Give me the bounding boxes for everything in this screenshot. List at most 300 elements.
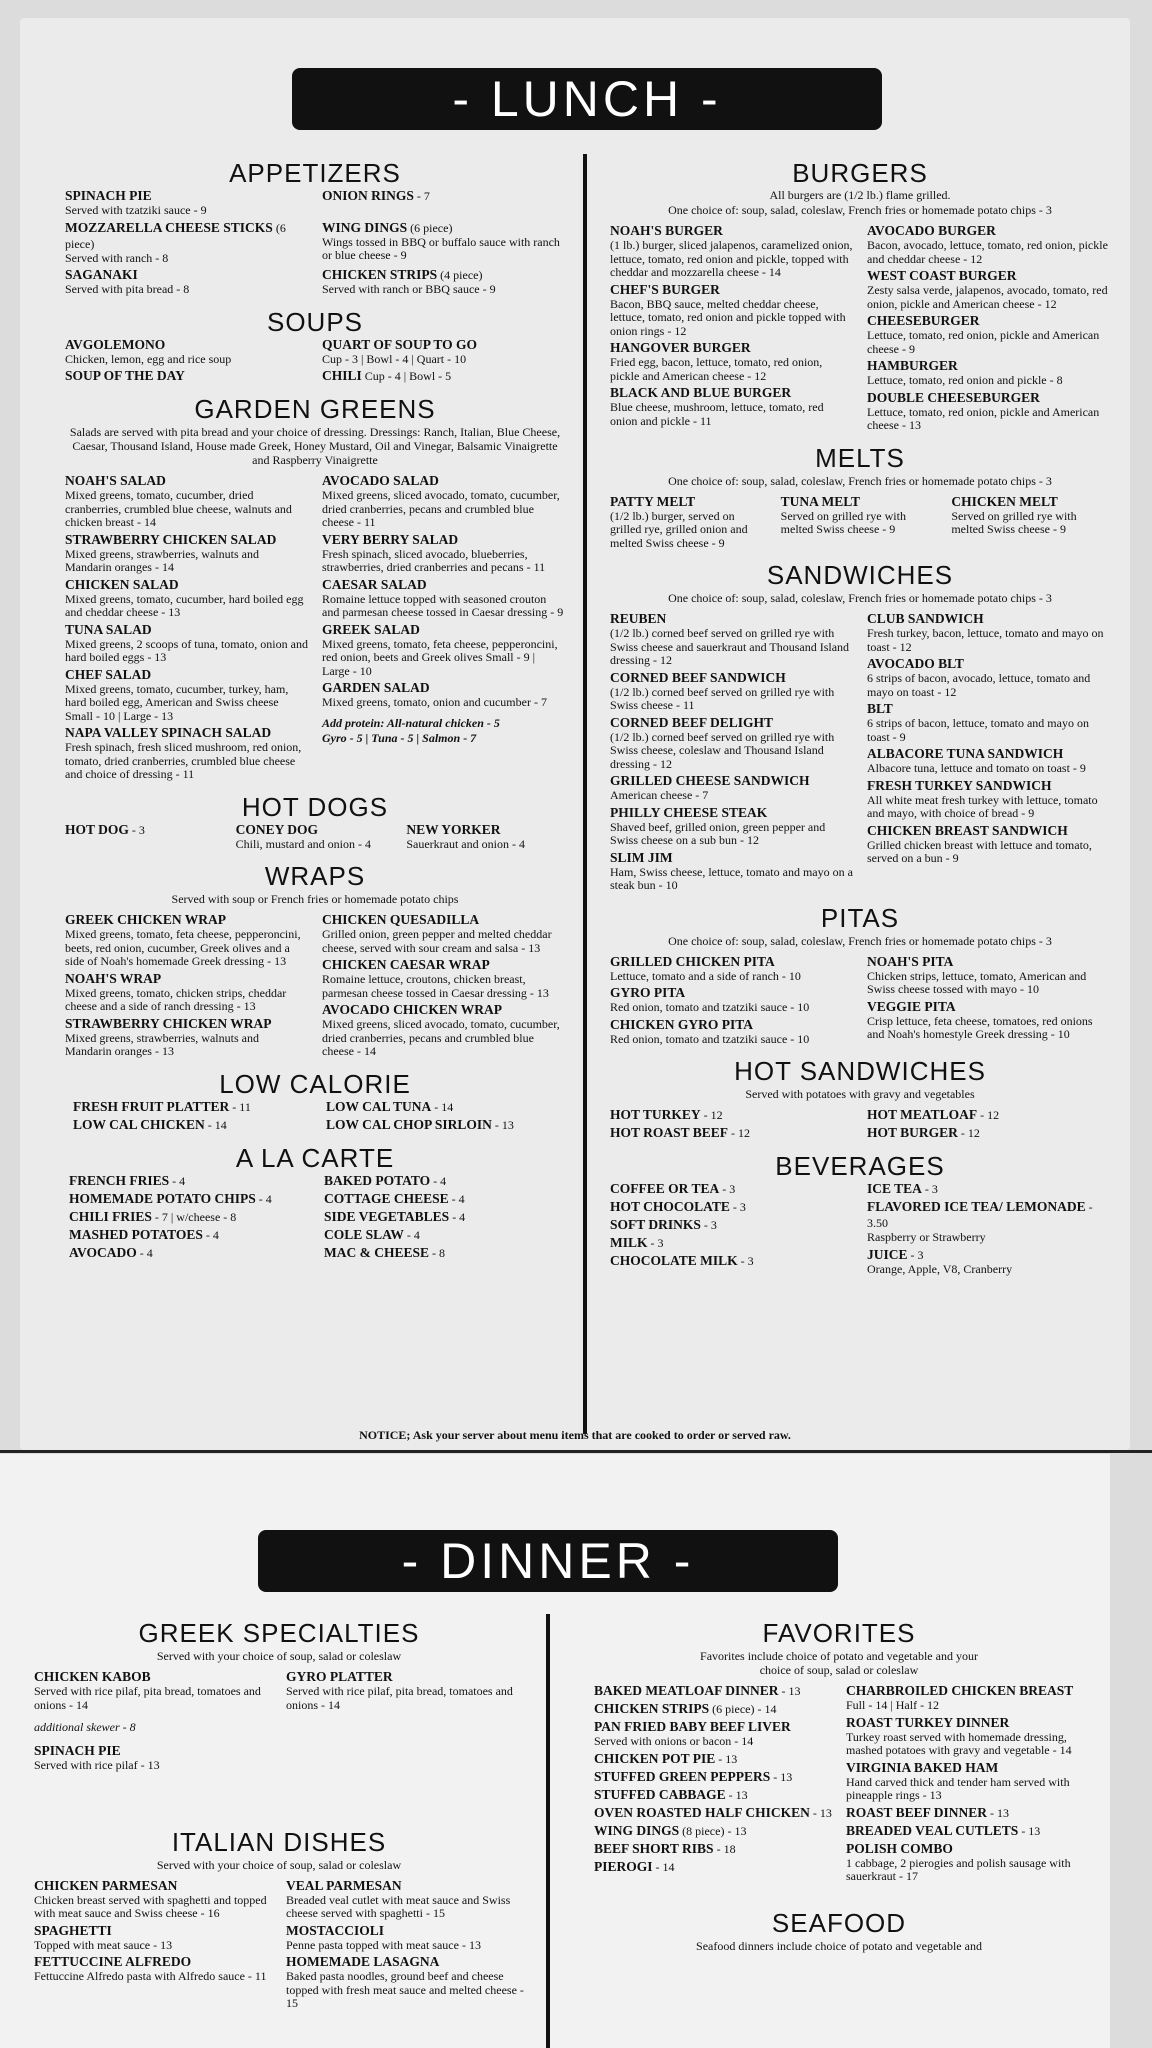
item-description: Mixed greens, sliced avocado, tomato, cucumber, dried cranberries, pecans and crumbled blue cheese - 11 (322, 488, 560, 529)
menu-item (610, 850, 853, 893)
menu-item (610, 1017, 853, 1047)
item-price: - 12 (700, 1108, 723, 1122)
item-description: Grilled chicken breast with lettuce and tomato, served on a bun - 9 (867, 837, 1092, 865)
menu-item (867, 823, 1110, 866)
favorites-left-list (594, 1683, 832, 1886)
menu-item (610, 715, 853, 772)
item-description: Baked pasta noodles, ground beef and cheese topped with fresh meat sauce and melted cheese - 15 (286, 1969, 524, 2010)
item-price: (6 piece) - 14 (709, 1702, 777, 1716)
item-name (286, 1878, 524, 1894)
menu-item (867, 746, 1110, 776)
menu-item (65, 337, 308, 367)
menu-item (69, 1227, 310, 1243)
item-name-text: CHICKEN STRIPS (322, 267, 438, 282)
item-name-text: GYRO PITA (610, 985, 686, 1000)
menu-item (34, 1923, 272, 1953)
item-name: SPINACH PIE (34, 1743, 121, 1758)
italian-left-list (34, 1878, 272, 2013)
item-name-text: AVGOLEMONO (65, 336, 166, 352)
item-name (65, 220, 308, 252)
menu-item (322, 473, 565, 530)
item-name (610, 985, 853, 1001)
item-name-text: FRENCH FRIES (69, 1172, 170, 1188)
favorites-columns (594, 1683, 1084, 1886)
item-name (846, 1715, 1084, 1731)
item-name (610, 715, 853, 731)
item-name-text: LOW CAL CHOP SIRLOIN (326, 1116, 492, 1132)
burgers-left-list (610, 223, 853, 435)
item-name (34, 1954, 272, 1970)
item-name-text: LOW CAL TUNA (326, 1098, 432, 1114)
item-name (594, 1751, 832, 1767)
beverages-section (610, 1151, 1110, 1278)
menu-item (594, 1841, 832, 1857)
item-description: Penne pasta topped with meat sauce - 13 (286, 1937, 481, 1952)
item-description: Fried egg, bacon, lettuce, tomato, red onion, pickle and American cheese - 12 (610, 355, 823, 383)
menu-item (322, 1002, 565, 1059)
menu-item (867, 358, 1110, 388)
item-name (846, 1683, 1084, 1699)
item-name-text: SPINACH PIE (65, 188, 152, 203)
item-description: Lettuce, tomato, red onion, pickle and American cheese - 13 (867, 404, 1100, 432)
low-calorie-list (65, 1099, 565, 1135)
menu-item (324, 1227, 565, 1243)
item-name (594, 1701, 832, 1717)
item-description: All white meat fresh turkey with lettuce, tomato and mayo, with choice of bread - 9 (867, 792, 1098, 820)
item-name-text: BLT (867, 701, 893, 716)
item-description: Red onion, tomato and tzatziki sauce - 10 (610, 1031, 810, 1046)
item-name-text: AVOCADO BLT (867, 656, 964, 671)
section-title: GARDEN GREENS (194, 394, 436, 424)
item-description: Fresh turkey, bacon, lettuce, tomato and mayo on toast - 12 (867, 626, 1104, 654)
item-description: Lettuce, tomato, red onion, pickle and American cheese - 9 (867, 328, 1100, 356)
wraps-left-list (65, 912, 308, 1061)
menu-item (326, 1099, 565, 1115)
menu-item (322, 267, 565, 297)
item-name-text: WING DINGS (322, 219, 408, 235)
burgers-right-list (867, 223, 1110, 435)
item-name (867, 656, 1110, 672)
menu-item (65, 1016, 308, 1059)
item-description: American cheese - 7 (610, 788, 709, 802)
item-name-text: VERY BERRY SALAD (322, 531, 459, 547)
item-description: (1/2 lb.) corned beef served on grilled rye with Swiss cheese, coleslaw and Thousand Island dressing - 12 (610, 729, 835, 771)
menu-item (69, 1191, 310, 1207)
menu-item (610, 805, 853, 848)
item-name (322, 368, 565, 384)
item-name-text: CHARBROILED CHICKEN BREAST (846, 1683, 1074, 1698)
item-name (867, 1247, 1110, 1263)
item-description: Served on grilled rye with melted Swiss cheese - 9 (780, 508, 906, 536)
section-subtitle: All burgers are (1/2 lb.) flame grilled. (769, 188, 951, 202)
item-price: - 13 (770, 1769, 793, 1784)
item-description: Fresh spinach, sliced avocado, blueberries, strawberries, dried cranberries and pecans - 11 (322, 546, 546, 574)
item-name-text: GREEK SALAD (322, 621, 420, 637)
menu-item (867, 268, 1110, 311)
section-title: PITAS (820, 902, 900, 933)
menu-item (867, 390, 1110, 433)
item-price: - 4 (136, 1245, 153, 1260)
item-name (65, 577, 308, 593)
menu-item (65, 220, 308, 266)
item-name-text: CHICKEN MELT (951, 493, 1058, 509)
menu-item (610, 1125, 853, 1141)
item-description: (1/2 lb.) corned beef served on grilled rye with Swiss cheese - 11 (610, 684, 835, 712)
item-price: - 3 (737, 1254, 754, 1268)
menu-item (322, 680, 565, 710)
item-name-text: TUNA SALAD (65, 621, 152, 637)
section-title: APPETIZERS (229, 158, 401, 188)
menu-item (406, 822, 565, 852)
section-subtitle: Served with soup or French fries or homemade potato chips (171, 892, 459, 906)
item-description: 6 strips of bacon, lettuce, tomato and mayo on toast - 9 (867, 716, 1089, 744)
item-description: Raspberry or Strawberry (867, 1230, 986, 1244)
item-description: (1 lb.) burger, sliced jalapenos, caramelized onion, lettuce, tomato, red onion and pickle, topped with cheddar and mozzarella cheese - 14 (610, 238, 853, 279)
item-price: (4 piece) (437, 268, 483, 282)
item-name-text: SOFT DRINKS (610, 1217, 701, 1232)
item-price: - 4 (449, 1209, 466, 1224)
item-name-text: CHICKEN STRIPS (594, 1701, 710, 1716)
item-name (846, 1805, 1084, 1821)
menu-item (324, 1173, 565, 1189)
item-price: - 3 (700, 1218, 717, 1232)
item-description: Albacore tuna, lettuce and tomato on toast - 9 (867, 761, 1086, 775)
item-price: - 13 (1018, 1823, 1041, 1838)
menu-item (65, 622, 308, 665)
item-name (69, 1227, 310, 1243)
menu-item (594, 1769, 832, 1785)
item-name-text: CHILI FRIES (69, 1208, 152, 1224)
item-name-text: HOMEMADE LASAGNA (286, 1954, 440, 1969)
section-subtitle: Favorites include choice of potato and vegetable and your choice of soup, salad or coleslaw (700, 1649, 978, 1677)
item-name-text: VEAL PARMESAN (286, 1877, 402, 1893)
item-description: Served with ranch or BBQ sauce - 9 (322, 282, 496, 296)
section-title: SANDWICHES (766, 560, 954, 590)
item-description: Served with tzatziki sauce - 9 (65, 203, 207, 217)
a-la-carte-section (65, 1143, 565, 1263)
item-name-text: PHILLY CHEESE STEAK (610, 804, 768, 820)
item-name (846, 1823, 1084, 1839)
item-name (322, 1002, 565, 1018)
section-subtitle: One choice of: soup, salad, coleslaw, French fries or homemade potato chips - 3 (668, 591, 1052, 605)
item-name (610, 611, 853, 627)
item-name-text: CHICKEN GYRO PITA (610, 1016, 754, 1032)
item-name (610, 1217, 853, 1233)
item-name-text: SIDE VEGETABLES (324, 1208, 450, 1224)
menu-item (65, 725, 308, 782)
item-price: - 3 (921, 1182, 938, 1196)
item-name (610, 282, 853, 298)
item-name-text: CHEESEBURGER (867, 313, 980, 328)
item-description: Zesty salsa verde, jalapenos, avocado, tomato, red onion, pickle and American cheese - 12 (867, 283, 1108, 311)
item-name (610, 670, 853, 686)
item-description: Crisp lettuce, feta cheese, tomatoes, red onions and Noah's homestyle Greek dressing - 10 (867, 1013, 1093, 1041)
menu-item (322, 577, 565, 620)
item-name (867, 611, 1110, 627)
item-name (867, 1107, 1110, 1123)
menu-item (65, 822, 224, 852)
wraps-columns (65, 912, 565, 1061)
item-name-text: OVEN ROASTED HALF CHICKEN (594, 1804, 810, 1820)
menu-item (69, 1245, 310, 1261)
menu-item (594, 1683, 832, 1699)
item-name (34, 1669, 272, 1685)
item-description: Chicken strips, lettuce, tomato, American and Swiss cheese tossed with mayo - 10 (867, 968, 1087, 996)
item-name (322, 473, 565, 489)
menu-item (594, 1805, 832, 1821)
item-description: Served with onions or bacon - 14 (594, 1734, 754, 1748)
item-price: - 3 (647, 1236, 664, 1250)
item-name-text: AVOCADO CHICKEN WRAP (322, 1002, 502, 1017)
item-name (69, 1245, 310, 1261)
item-description: 1 cabbage, 2 pierogies and polish sausage with sauerkraut - 17 (846, 1855, 1071, 1883)
item-name-text: CORNED BEEF SANDWICH (610, 669, 786, 685)
item-description: Topped with meat sauce - 13 (34, 1937, 173, 1952)
menu-item (324, 1209, 565, 1225)
item-description: Mixed greens, tomato, chicken strips, cheddar cheese and a side of ranch dressing - 13 (65, 985, 287, 1013)
item-name (594, 1823, 832, 1839)
beverages-columns (610, 1181, 1110, 1278)
item-name-text: GARDEN SALAD (322, 680, 430, 695)
italian-right-list (286, 1878, 524, 2013)
menu-item (610, 954, 853, 984)
menu-item (610, 1107, 853, 1123)
menu-item (322, 622, 565, 679)
item-price: - 3 (719, 1182, 736, 1196)
item-name-text: CHICKEN QUESADILLA (322, 912, 480, 927)
item-description: (1/2 lb.) corned beef served on grilled rye with Swiss cheese and sauerkraut and Thousand Island dressing - 12 (610, 626, 850, 667)
item-name-text: FRESH FRUIT PLATTER (73, 1098, 230, 1114)
item-name (34, 1878, 272, 1894)
item-name (867, 1181, 1110, 1197)
item-name-text: MOZZARELLA CHEESE STICKS (65, 219, 273, 235)
italian-columns (34, 1878, 524, 2013)
protein-note: Add protein: All-natural chicken - 5 (322, 715, 500, 730)
greek-specialties-section (34, 1618, 524, 1773)
menu-item (781, 494, 940, 551)
pitas-section (610, 903, 1110, 1049)
section-subtitle: One choice of: soup, salad, coleslaw, French fries or homemade potato chips - 3 (668, 933, 1052, 948)
menu-item (34, 1669, 272, 1712)
item-name-text: CHILI (322, 368, 362, 383)
menu-item (846, 1683, 1084, 1713)
item-name-text: CHICKEN SALAD (65, 576, 179, 592)
item-description: Breaded veal cutlet with meat sauce and Swiss cheese served with spaghetti - 15 (286, 1892, 511, 1920)
item-name (65, 1016, 308, 1032)
item-name (65, 337, 308, 353)
item-name (322, 912, 565, 928)
item-description: Bacon, avocado, lettuce, tomato, red onion, pickle and cheddar cheese - 12 (867, 238, 1108, 266)
menu-item (65, 577, 308, 620)
item-name-text: GRILLED CHICKEN PITA (610, 953, 775, 969)
lunch-left-column (65, 158, 565, 1271)
item-name-text: WING DINGS (594, 1822, 680, 1838)
menu-item (610, 670, 853, 713)
pitas-left-list (610, 954, 853, 1049)
item-price: - 4 (202, 1227, 219, 1242)
item-name-text: BAKED POTATO (324, 1172, 431, 1188)
sandwiches-left-list (610, 611, 853, 895)
item-price: (6 piece) (407, 220, 453, 235)
column-divider (546, 1614, 550, 2048)
item-name-text: CHOCOLATE MILK (610, 1253, 738, 1268)
item-name-text: WEST COAST BURGER (867, 268, 1017, 283)
item-name-text: VIRGINIA BAKED HAM (846, 1759, 999, 1775)
menu-item (846, 1715, 1084, 1758)
item-name (594, 1805, 832, 1821)
italian-dishes-section (34, 1827, 524, 2013)
item-name (65, 622, 308, 638)
item-name-text: CHICKEN PARMESAN (34, 1877, 178, 1893)
item-description: (1/2 lb.) burger, served on grilled rye, grilled onion and melted Swiss cheese - 9 (610, 508, 748, 550)
menu-item (610, 773, 853, 803)
menu-item (610, 340, 853, 383)
item-description: Mixed greens, tomato, cucumber, turkey, ham, hard boiled egg, American and Swiss cheese Small - 10 | Large - 13 (65, 681, 289, 723)
item-price: Cup - 4 | Bowl - 5 (361, 369, 452, 383)
item-description: Red onion, tomato and tzatziki sauce - 10 (610, 1000, 810, 1014)
item-description: Mixed greens, tomato, cucumber, hard boiled egg and cheddar cheese - 13 (65, 591, 304, 619)
menu-item (867, 611, 1110, 654)
menu-item (610, 494, 769, 551)
item-name (867, 358, 1110, 374)
item-name (286, 1669, 524, 1685)
section-title: SEAFOOD (771, 1907, 907, 1938)
item-name-text: CONEY DOG (235, 821, 319, 837)
item-name (65, 267, 308, 283)
melts-list (610, 494, 1110, 553)
item-name (610, 340, 853, 356)
menu-item (594, 1859, 832, 1875)
item-name (65, 912, 308, 928)
item-name-text: COLE SLAW (324, 1226, 404, 1242)
item-name (322, 957, 565, 973)
item-name (65, 368, 308, 384)
item-price: - 14 (652, 1859, 675, 1874)
menu-item (867, 999, 1110, 1042)
item-description: Served with rice pilaf - 13 (34, 1758, 160, 1772)
item-name-text: ALBACORE TUNA SANDWICH (867, 746, 1064, 761)
item-name (65, 725, 308, 741)
item-name-text: HOMEMADE POTATO CHIPS (69, 1190, 256, 1206)
item-name (69, 1191, 310, 1207)
menu-item (867, 778, 1110, 821)
menu-item (867, 954, 1110, 997)
item-description: Lettuce, tomato and a side of ranch - 10 (610, 968, 801, 983)
item-name (867, 1125, 1110, 1141)
item-name-text: GYRO PLATTER (286, 1669, 393, 1684)
item-name-text: SLIM JIM (610, 849, 673, 865)
item-name (65, 473, 308, 489)
item-name (326, 1099, 565, 1115)
garden-right-list (322, 473, 565, 784)
menu-item (867, 701, 1110, 744)
item-name (322, 680, 565, 696)
item-name-text: TUNA MELT (780, 493, 861, 509)
item-name-text: STUFFED CABBAGE (594, 1786, 726, 1802)
menu-item (324, 1245, 565, 1261)
menu-item (324, 1191, 565, 1207)
item-name (781, 494, 940, 510)
item-price: - 13 (491, 1117, 514, 1132)
item-name-text: VEGGIE PITA (867, 998, 956, 1014)
item-name (69, 1173, 310, 1189)
menu-item (65, 667, 308, 724)
item-name-text: MILK (610, 1235, 648, 1250)
item-price: - 4 (448, 1191, 465, 1206)
item-price: - 13 (715, 1751, 738, 1766)
item-name-text: LOW CAL CHICKEN (73, 1116, 205, 1132)
menu-item (322, 957, 565, 1000)
section-title: BURGERS (792, 158, 928, 188)
item-description: Mixed greens, sliced avocado, tomato, cucumber, dried cranberries, pecans and crumbled blue cheese - 14 (322, 1017, 560, 1058)
item-name-text: NEW YORKER (406, 821, 501, 837)
item-price: - 4 (430, 1173, 447, 1188)
item-name (610, 1181, 853, 1197)
item-name-text: ICE TEA (867, 1181, 922, 1196)
section-subtitle-2: One choice of: soup, salad, coleslaw, French fries or homemade potato chips - 3 (668, 203, 1052, 217)
item-description: Hand carved thick and tender ham served with pineapple rings - 13 (846, 1774, 1070, 1802)
menu-item (65, 368, 308, 384)
section-title: WRAPS (264, 861, 366, 891)
menu-item (286, 1954, 524, 2011)
burgers-section (610, 158, 1110, 435)
menu-item (867, 313, 1110, 356)
item-name (610, 1199, 853, 1215)
item-name (326, 1117, 565, 1133)
item-name (322, 622, 565, 638)
item-name (65, 188, 308, 204)
item-name (406, 822, 565, 838)
appetizers-list (65, 188, 565, 299)
item-name (610, 494, 769, 510)
menu-item (236, 822, 395, 852)
item-name-text: COTTAGE CHEESE (324, 1190, 449, 1206)
item-description: Bacon, BBQ sauce, melted cheddar cheese, lettuce, tomato, red onion and pickle topped with onion rings - 12 (610, 296, 846, 338)
item-price: - 12 (728, 1126, 751, 1140)
lunch-menu-panel (20, 18, 1130, 1450)
item-name (610, 1235, 853, 1251)
item-description: 6 strips of bacon, avocado, lettuce, tomato and mayo on toast - 12 (867, 671, 1091, 699)
item-name-text: MAC & CHEESE (324, 1244, 430, 1260)
item-description: Served with rice pilaf, pita bread, tomatoes and onions - 14 (34, 1684, 261, 1712)
section-title: GREEK SPECIALTIES (138, 1618, 420, 1648)
item-name-text: SPAGHETTI (34, 1922, 112, 1938)
a-la-carte-list (65, 1173, 565, 1263)
item-name (65, 971, 308, 987)
item-name-text: CHICKEN KABOB (34, 1669, 151, 1684)
item-name (322, 577, 565, 593)
item-name-text: JUICE (867, 1246, 908, 1262)
menu-item (322, 337, 565, 367)
column-divider (583, 154, 587, 1434)
item-name-text: FLAVORED ICE TEA/ LEMONADE (867, 1199, 1086, 1214)
item-description: Lettuce, tomato, red onion and pickle - 8 (867, 373, 1063, 387)
item-name (594, 1769, 832, 1785)
item-price: (6 piece) (65, 220, 286, 251)
item-name (610, 1017, 853, 1033)
item-name (867, 223, 1110, 239)
sandwiches-columns (610, 611, 1110, 895)
item-price: - 8 (429, 1245, 446, 1260)
section-title: MELTS (815, 442, 905, 473)
garden-left-list (65, 473, 308, 784)
lunch-banner: - LUNCH - (292, 68, 882, 130)
section-title: FAVORITES (762, 1618, 916, 1648)
item-name-text: ONION RINGS (322, 188, 414, 203)
dinner-menu-panel (0, 1454, 1110, 2048)
item-name (610, 954, 853, 970)
item-name-text: CHICKEN POT PIE (594, 1750, 716, 1766)
